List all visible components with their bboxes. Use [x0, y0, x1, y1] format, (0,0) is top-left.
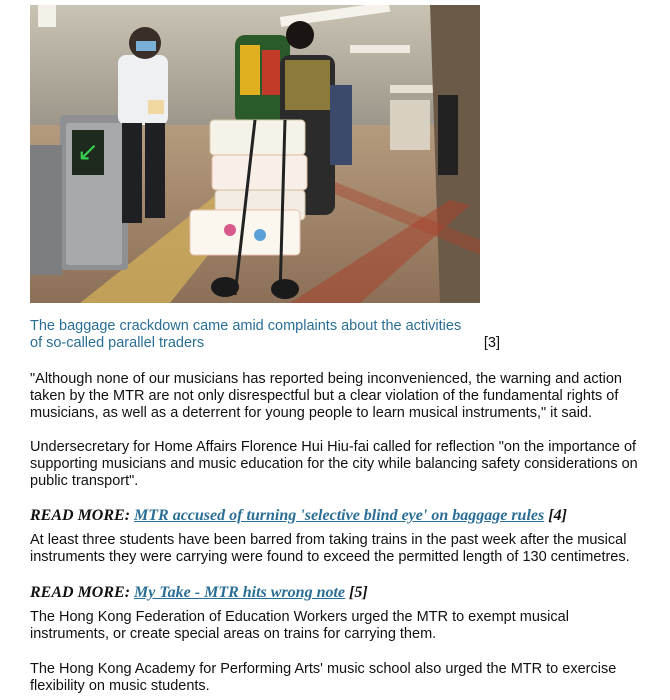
article-paragraph: The Hong Kong Academy for Performing Arts' music school also urged the MTR to exercise flexibility on music students.	[30, 661, 617, 694]
read-more-prefix: READ MORE:	[30, 584, 131, 601]
article-paragraph: At least three students have been barred from taking trains in the past week after the musical instruments they were carrying were found to exceed the permitted length of 130 centimetres.	[30, 532, 630, 565]
station-scene-image	[30, 5, 480, 303]
photo-caption	[30, 318, 500, 352]
read-more-ref: [4]	[548, 507, 567, 524]
article-paragraph: The Hong Kong Federation of Education Workers urged the MTR to exempt musical instruments, or create special areas on trains for carrying them.	[30, 609, 569, 642]
news-photo	[30, 5, 480, 303]
caption-reference: [3]	[483, 335, 500, 351]
read-more-line	[30, 506, 650, 525]
read-more-ref: [5]	[349, 584, 368, 601]
read-more-link[interactable]: My Take - MTR hits wrong note	[134, 584, 346, 601]
article-paragraph: "Although none of our musicians has reported being inconvenienced, the warning and action taken by the MTR are not only disrespectful but a clear violation of the fundamental rights of musicians, as well as a deterrent for young people to learn musical instruments," it said.	[30, 371, 622, 421]
article-paragraph: Undersecretary for Home Affairs Florence Hui Hiu-fai called for reflection "on the importance of supporting musicians and music education for the city while balancing safety considerations on public transport".	[30, 439, 638, 489]
read-more-prefix: READ MORE:	[30, 507, 131, 524]
read-more-line	[30, 583, 650, 602]
read-more-link[interactable]: MTR accused of turning 'selective blind eye' on baggage rules	[134, 507, 545, 524]
caption-text: The baggage crackdown came amid complaints about the activities of so-called parallel traders	[30, 318, 462, 351]
svg-text:↙: ↙	[77, 137, 99, 167]
